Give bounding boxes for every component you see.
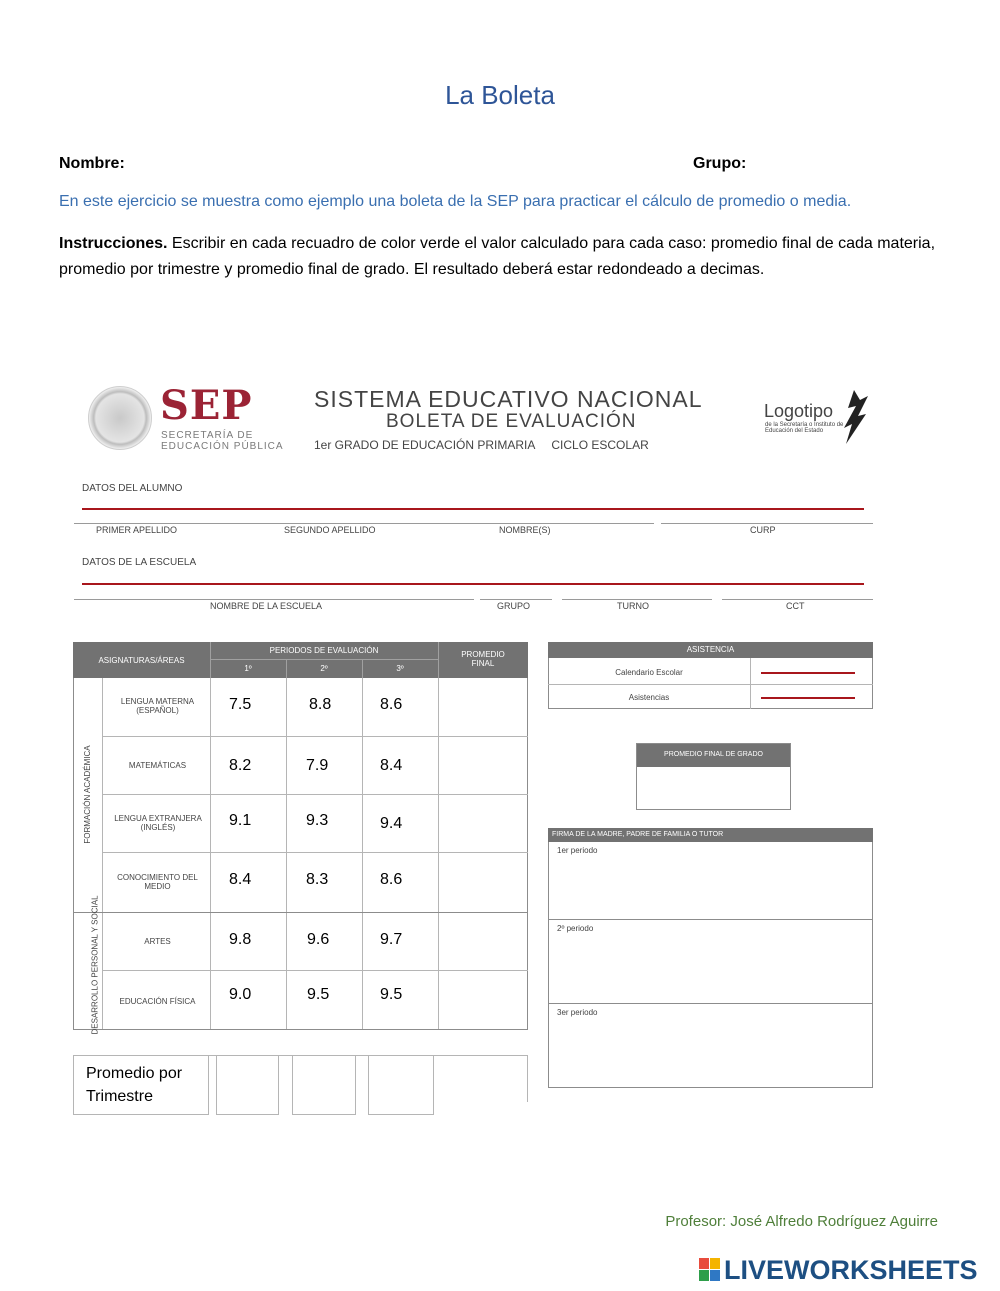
grade-r2-p3: 8.4 <box>380 757 403 774</box>
attendance-red-line-2 <box>761 697 855 699</box>
logo-placeholder-title: Logotipo <box>764 401 834 421</box>
field-turno: TURNO <box>617 601 649 611</box>
escuela-line-3 <box>562 599 712 600</box>
field-nombre-escuela: NOMBRE DE LA ESCUELA <box>210 601 323 611</box>
header-sep-0 <box>210 642 211 678</box>
alumno-section-label: DATOS DEL ALUMNO <box>82 483 183 494</box>
trimestre-label: Promedio por Trimestre <box>86 1065 183 1105</box>
system-title: SISTEMA EDUCATIVO NACIONAL <box>314 386 703 412</box>
grade-r3-p3: 9.4 <box>380 815 403 832</box>
subject-row-5: ARTES <box>144 937 171 946</box>
sep-sub-line2: EDUCACIÓN PÚBLICA <box>161 441 284 452</box>
group-divider <box>102 678 103 1029</box>
header-sep-1 <box>286 659 287 678</box>
grade-r5-p1: 9.8 <box>229 931 252 948</box>
header-period-1: 1º <box>244 664 252 673</box>
grupo-label: Grupo: <box>693 155 747 172</box>
grade-r3-p2: 9.3 <box>306 812 329 829</box>
grade-r5-p3: 9.7 <box>380 931 403 948</box>
attendance-row-calendario: Calendario Escolar <box>615 668 683 677</box>
grade-line: 1er GRADO DE EDUCACIÓN PRIMARIA CICLO ESCOLAR <box>314 438 649 452</box>
escuela-line-2 <box>480 599 552 600</box>
grade-r2-p1: 8.2 <box>229 757 252 774</box>
signature-period-1: 1er periodo <box>557 846 598 855</box>
group-formacion-label: FORMACIÓN ACADÉMICA <box>83 745 92 844</box>
field-curp: CURP <box>750 525 776 535</box>
trimestre-input-1[interactable] <box>216 1055 279 1115</box>
liveworksheets-blocks-icon <box>699 1258 721 1282</box>
national-seal-icon <box>88 386 152 450</box>
trimestre-input-3[interactable] <box>368 1055 434 1115</box>
grade-r4-p1: 8.4 <box>229 871 252 888</box>
instructions-text: Escribir en cada recuadro de color verde el valor calculado para cada caso: promedio final de cada materia, promedio por trimestre y promedio final de grado. El resultado deberá estar redondeado a decimas. <box>59 235 936 278</box>
signature-period-2: 2º periodo <box>557 924 594 933</box>
instructions-bold: Instrucciones. <box>59 235 168 252</box>
header-subjects: ASIGNATURAS/ÁREAS <box>98 656 185 665</box>
final-input-r3[interactable] <box>439 795 527 852</box>
trimestre-input-2[interactable] <box>292 1055 356 1115</box>
nombre-label: Nombre: <box>59 155 125 172</box>
final-input-r2[interactable] <box>439 737 527 794</box>
final-grade-title: PROMEDIO FINAL DE GRADO <box>636 743 791 767</box>
sep-logo-text: SEP <box>160 382 253 429</box>
header-sep-2 <box>362 659 363 678</box>
sep-sub-line1: SECRETARÍA DE <box>161 430 254 441</box>
escuela-line-4 <box>722 599 873 600</box>
group-desarrollo-label: DESARROLLO PERSONAL Y SOCIAL <box>90 895 100 1035</box>
final-input-r4[interactable] <box>439 853 527 912</box>
grade-r1-p3: 8.6 <box>380 696 403 713</box>
alumno-red-line <box>82 508 864 510</box>
subject-row-6: EDUCACIÓN FÍSICA <box>119 997 196 1006</box>
header-period-3: 3º <box>396 664 404 673</box>
escuela-red-line <box>82 583 864 585</box>
signature-title: FIRMA DE LA MADRE, PADRE DE FAMILIA O TUTOR <box>548 828 873 842</box>
grade-r1-p1: 7.5 <box>229 696 252 713</box>
grade-r4-p3: 8.6 <box>380 871 403 888</box>
grade-r6-p1: 9.0 <box>229 986 252 1003</box>
subject-row-2: MATEMÁTICAS <box>128 761 187 770</box>
col-line-2 <box>286 678 287 1029</box>
sep-subtitle <box>161 430 284 452</box>
liveworksheets-text: LIVEWORKSHEETS <box>724 1255 978 1285</box>
final-input-r1[interactable] <box>439 679 527 736</box>
escuela-section-label: DATOS DE LA ESCUELA <box>82 557 197 568</box>
field-segundo-apellido: SEGUNDO APELLIDO <box>284 525 376 535</box>
subject-row-1: LENGUA MATERNA (ESPAÑOL) <box>120 697 195 715</box>
signature-line-1 <box>548 919 873 920</box>
header-final: PROMEDIO FINAL <box>461 650 505 668</box>
header-period-2: 2º <box>320 664 328 673</box>
col-line-3 <box>362 678 363 1029</box>
final-input-r5[interactable] <box>439 913 527 970</box>
attendance-row-line <box>548 684 873 685</box>
document-title: BOLETA DE EVALUACIÓN <box>386 411 637 432</box>
teacher-credit: Profesor: José Alfredo Rodríguez Aguirre <box>665 1213 938 1230</box>
page-title: La Boleta <box>445 80 555 110</box>
grade-r2-p2: 7.9 <box>306 757 329 774</box>
signature-period-3: 3er periodo <box>557 1008 598 1017</box>
logo-mark-icon <box>840 388 870 446</box>
description: En este ejercicio se muestra como ejemplo una boleta de la SEP para practicar el cálculo de promedio o media. <box>59 193 852 210</box>
signature-line-2 <box>548 1003 873 1004</box>
trimestre-right-line <box>527 1055 528 1102</box>
escuela-line-1 <box>74 599 474 600</box>
grade-r1-p2: 8.8 <box>309 696 332 713</box>
header-sep-3 <box>438 642 439 678</box>
col-line-1 <box>210 678 211 1029</box>
grade-r4-p2: 8.3 <box>306 871 329 888</box>
final-grade-input[interactable] <box>636 743 791 810</box>
grade-r6-p3: 9.5 <box>380 986 403 1003</box>
alumno-line-1 <box>74 523 654 524</box>
signature-box <box>548 828 873 1088</box>
trimestre-top-line <box>209 1055 528 1056</box>
header-periods: PERIODOS DE EVALUACIÓN <box>269 646 379 655</box>
field-cct: CCT <box>786 601 805 611</box>
grade-r5-p2: 9.6 <box>307 931 330 948</box>
subject-row-3: LENGUA EXTRANJERA (INGLÉS) <box>114 814 202 832</box>
grade-r3-p1: 9.1 <box>229 812 252 829</box>
header-divider <box>210 659 438 660</box>
logo-placeholder-sub: de la Secretaría o Instituto de Educación del Estado <box>765 422 844 434</box>
subject-row-4: CONOCIMIENTO DEL MEDIO <box>117 873 198 891</box>
final-input-r6[interactable] <box>439 971 527 1029</box>
field-nombres: NOMBRE(S) <box>499 525 551 535</box>
alumno-line-2 <box>661 523 873 524</box>
attendance-row-asistencias: Asistencias <box>628 693 670 702</box>
field-grupo: GRUPO <box>497 601 531 611</box>
instructions <box>59 231 939 283</box>
field-primer-apellido: PRIMER APELLIDO <box>96 525 178 535</box>
attendance-title: ASISTENCIA <box>548 642 873 658</box>
grade-r6-p2: 9.5 <box>307 986 330 1003</box>
attendance-red-line-1 <box>761 672 855 674</box>
